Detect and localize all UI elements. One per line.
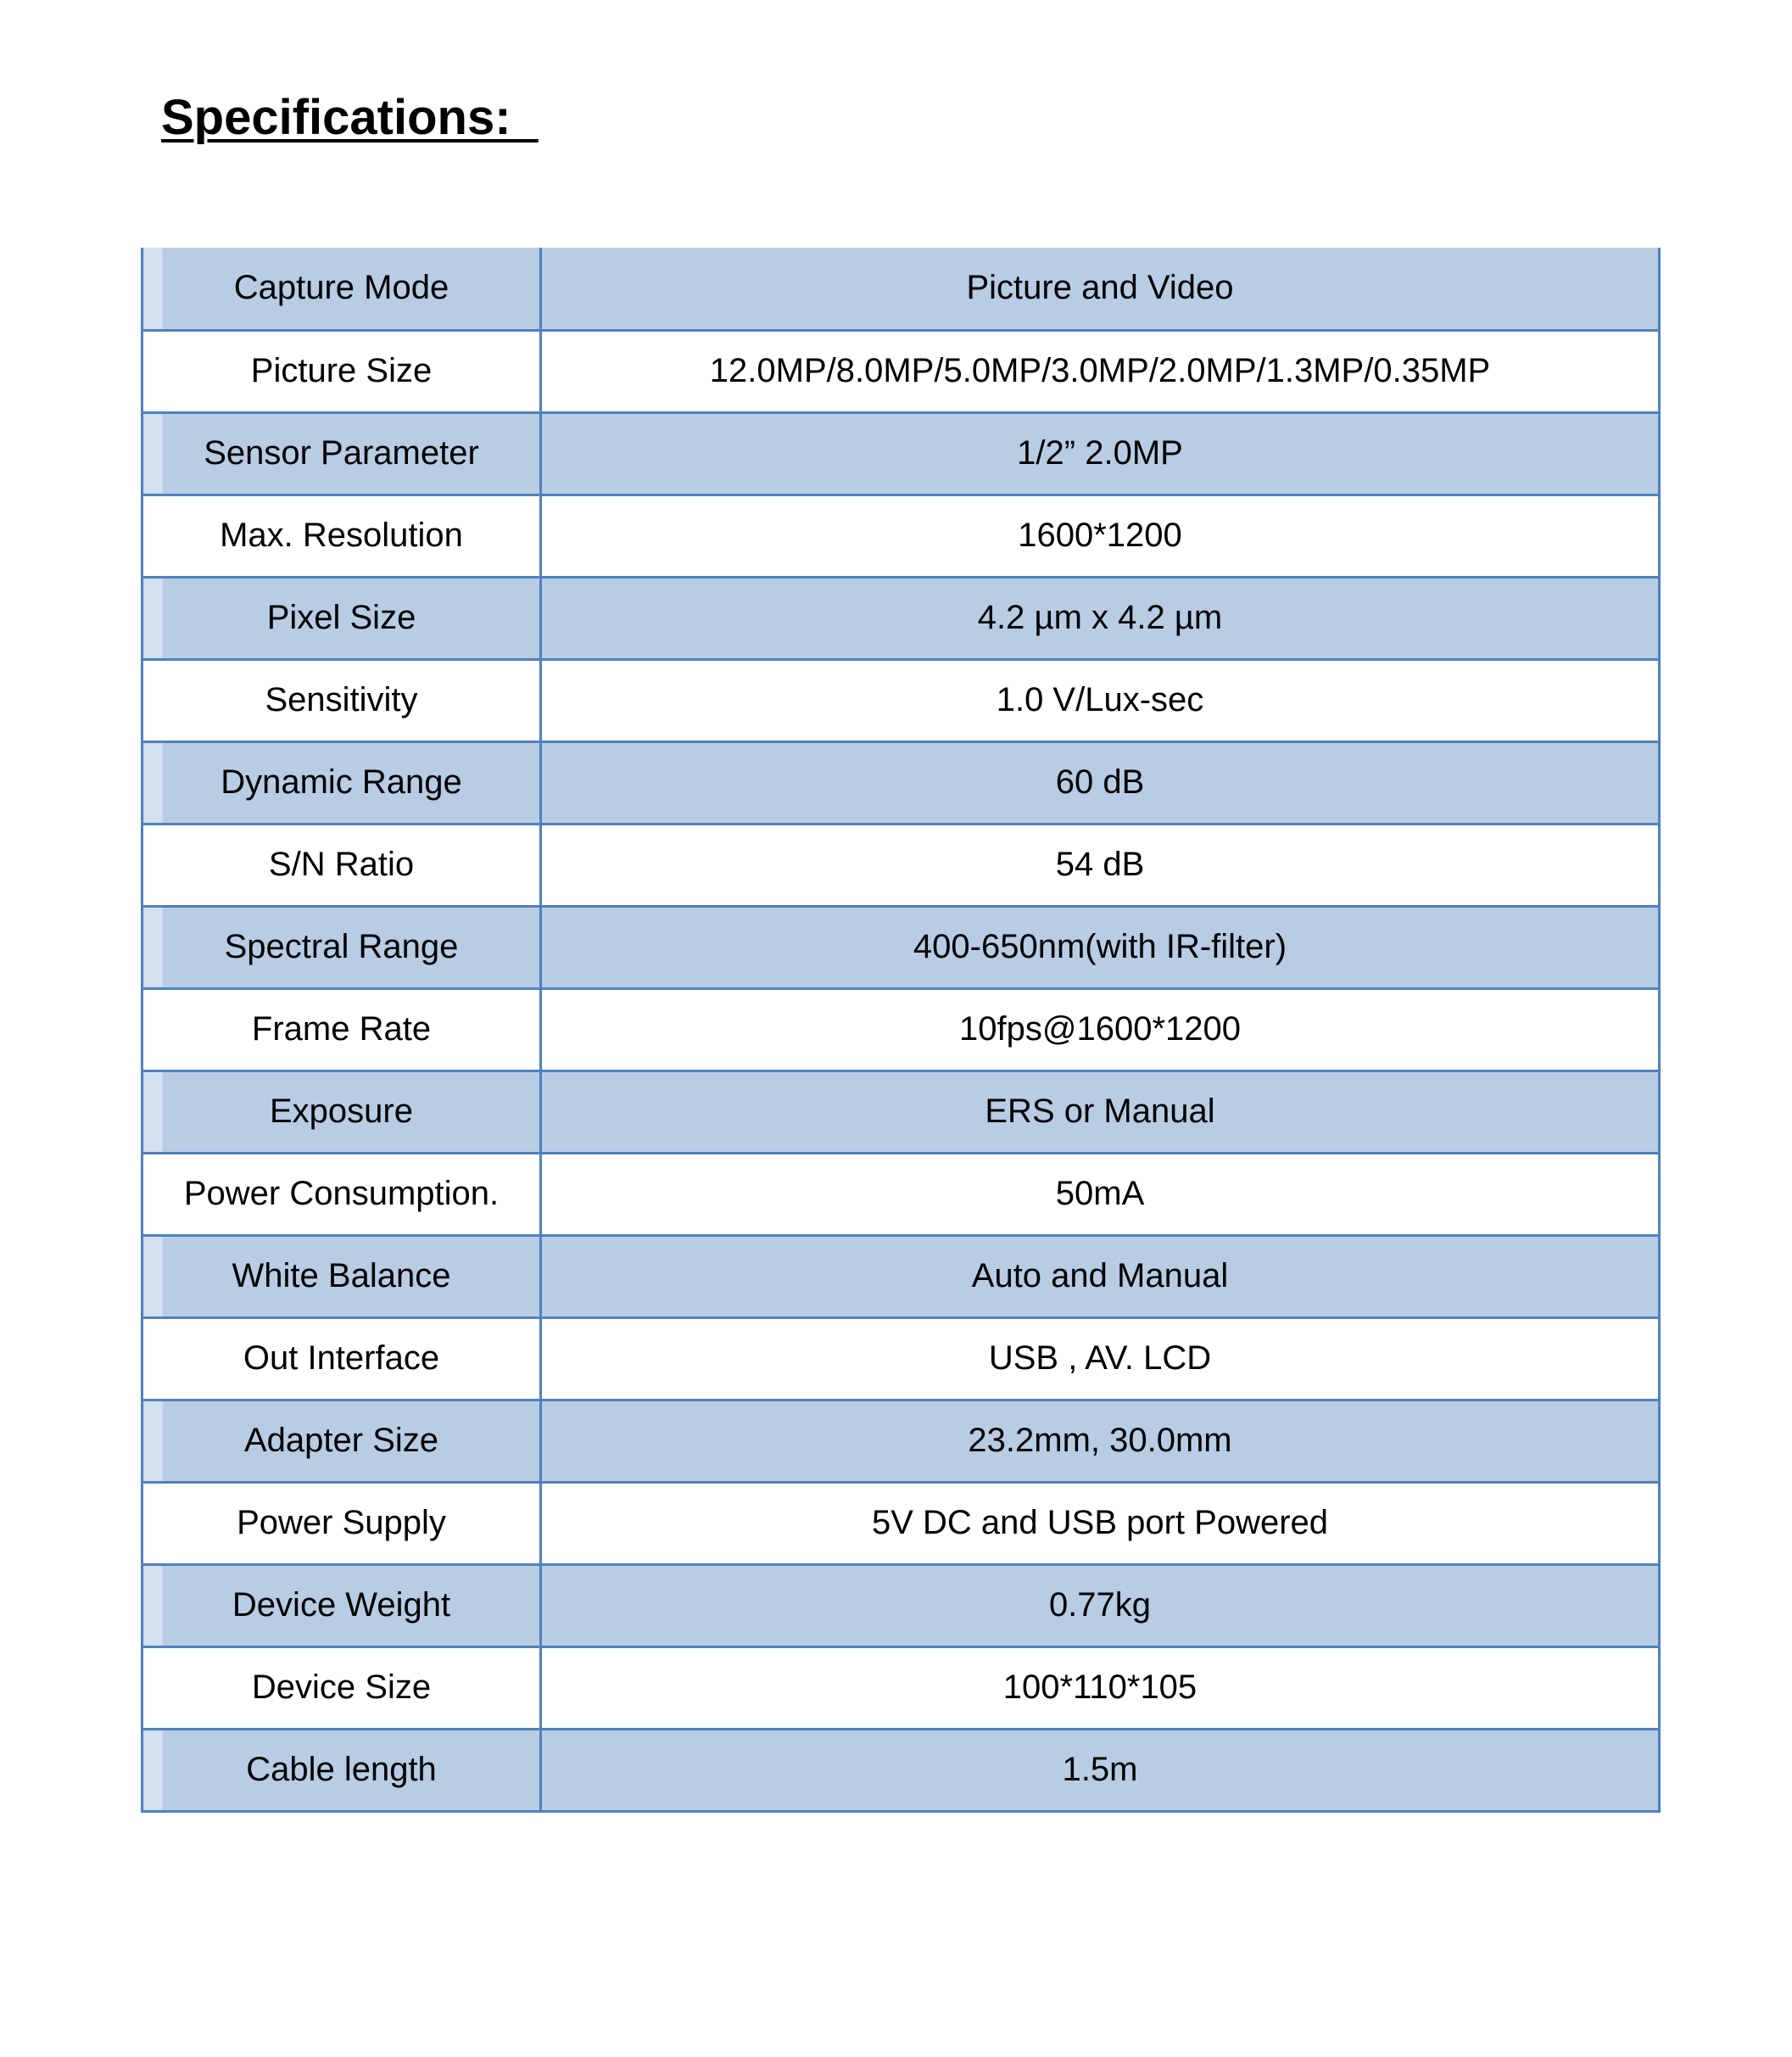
table-row [142,577,1660,659]
table-row [142,1317,1660,1400]
table-row [142,412,1660,495]
spec-label: Device Weight [142,1564,541,1646]
spec-value: Auto and Manual [541,1235,1660,1317]
table-row [142,906,1660,988]
spec-label: Adapter Size [142,1400,541,1482]
spec-label: Pixel Size [142,577,541,659]
spec-value: ERS or Manual [541,1070,1660,1153]
spec-label: Capture Mode [142,248,541,330]
table-row [142,1646,1660,1729]
spec-value: 100*110*105 [541,1646,1660,1729]
spec-value: 400-650nm(with IR-filter) [541,906,1660,988]
spec-label: Device Size [142,1646,541,1729]
table-row [142,1400,1660,1482]
spec-label: Picture Size [142,330,541,412]
spec-value: 1.0 V/Lux-sec [541,659,1660,741]
spec-value: 1600*1200 [541,495,1660,577]
spec-label: Out Interface [142,1317,541,1400]
spec-value: 50mA [541,1153,1660,1235]
spec-label: Sensor Parameter [142,412,541,495]
spec-value: 12.0MP/8.0MP/5.0MP/3.0MP/2.0MP/1.3MP/0.35MP [541,330,1660,412]
table-row [142,1482,1660,1564]
spec-label: Dynamic Range [142,741,541,824]
spec-label: S/N Ratio [142,824,541,906]
page-title: Specifications: [161,90,539,145]
table-row [142,1070,1660,1153]
spec-value: Picture and Video [541,248,1660,330]
spec-label: Max. Resolution [142,495,541,577]
table-row [142,741,1660,824]
table-row [142,1729,1660,1811]
table-row [142,1153,1660,1235]
table-row [142,1564,1660,1646]
table-row [142,248,1660,330]
table-row [142,495,1660,577]
spec-label: Frame Rate [142,988,541,1070]
spec-value: 60 dB [541,741,1660,824]
spec-value: 54 dB [541,824,1660,906]
spec-label: Spectral Range [142,906,541,988]
spec-value: 10fps@1600*1200 [541,988,1660,1070]
table-row [142,659,1660,741]
spec-label: White Balance [142,1235,541,1317]
spec-value: 4.2 µm x 4.2 µm [541,577,1660,659]
spec-value: 1/2” 2.0MP [541,412,1660,495]
spec-label: Power Supply [142,1482,541,1564]
table-row [142,988,1660,1070]
table-row [142,330,1660,412]
table-row [142,824,1660,906]
spec-label: Power Consumption. [142,1153,541,1235]
spec-label: Sensitivity [142,659,541,741]
spec-value: 1.5m [541,1729,1660,1811]
spec-value: USB , AV. LCD [541,1317,1660,1400]
spec-label: Cable length [142,1729,541,1811]
spec-value: 0.77kg [541,1564,1660,1646]
spec-value: 23.2mm, 30.0mm [541,1400,1660,1482]
spec-label: Exposure [142,1070,541,1153]
spec-value: 5V DC and USB port Powered [541,1482,1660,1564]
specifications-table [141,248,1661,1813]
table-row [142,1235,1660,1317]
